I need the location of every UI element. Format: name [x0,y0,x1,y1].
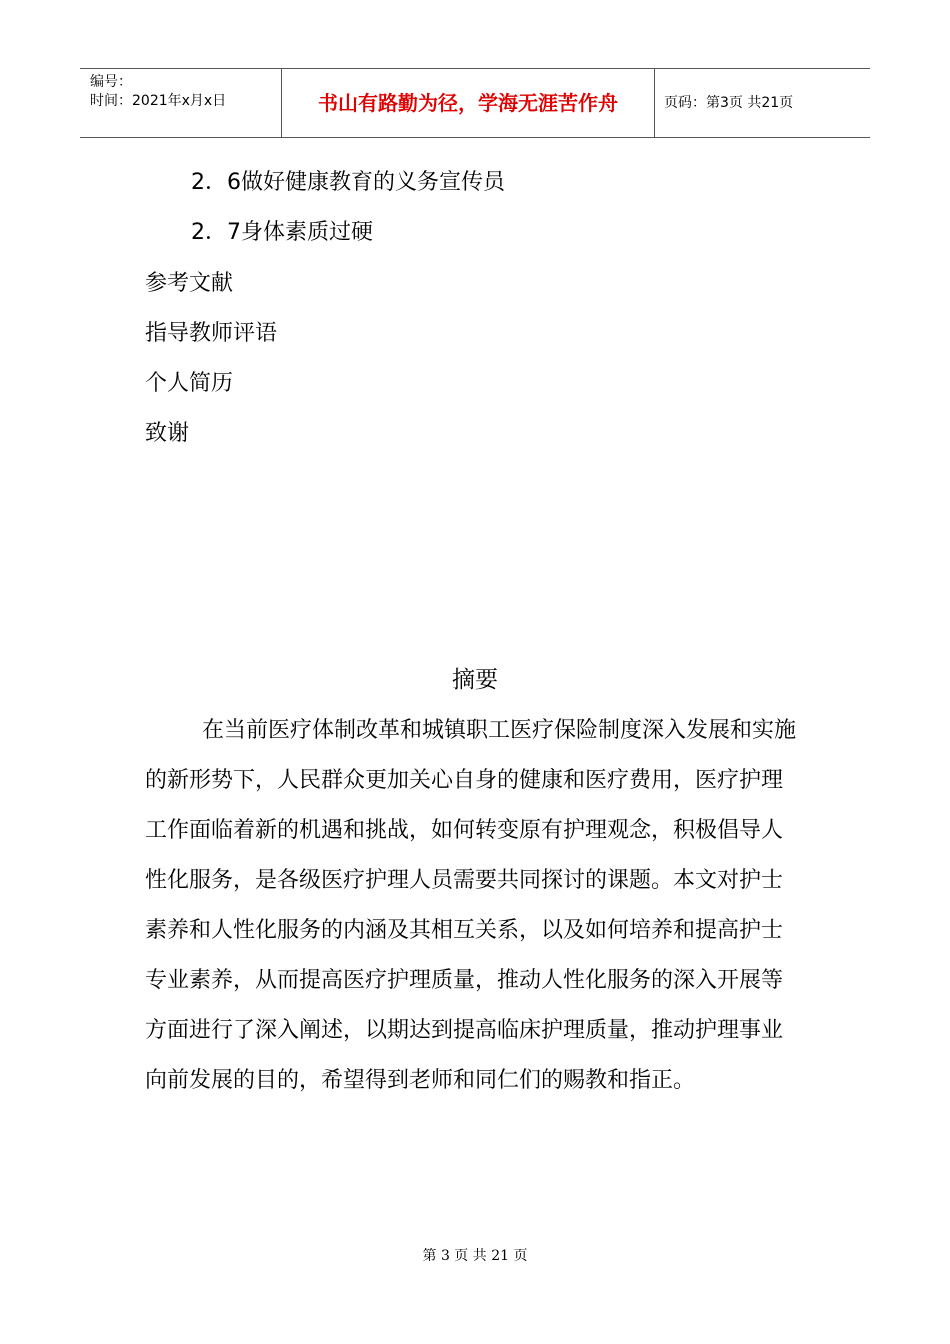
toc-item-resume: 个人简历 [145,371,234,396]
document-date: 时间：2021年x月x日 [90,93,227,109]
toc-item-references: 参考文献 [145,271,234,296]
abstract-line: 的新形势下，人民群众更加关心自身的健康和医疗费用，医疗护理 [145,768,784,793]
document-number-label: 编号： [90,74,132,90]
abstract-line: 性化服务，是各级医疗护理人员需要共同探讨的课题。本文对护士 [145,868,784,893]
header-motto: 书山有路勤为径，学海无涯苦作舟 [282,69,655,137]
abstract-line: 专业素养，从而提高医疗护理质量，推动人性化服务的深入开展等 [145,968,784,993]
header-page-info: 页码：第3页 共21页 [664,95,794,111]
header-meta-cell [80,69,282,137]
abstract-paragraph [145,714,810,1114]
abstract-line: 素养和人性化服务的内涵及其相互关系，以及如何培养和提高护士 [145,918,784,943]
abstract-line-last: 向前发展的目的，希望得到老师和同仁们的赐教和指正。 [145,1068,696,1093]
abstract-line: 在当前医疗体制改革和城镇职工医疗保险制度深入发展和实施 [202,718,797,743]
toc-item-2-7: 2．7身体素质过硬 [191,220,373,245]
abstract-title: 摘要 [452,667,498,693]
abstract-line-sans-part: 方面进行了深入阐述，以期达到 [145,1018,454,1043]
toc-item-2-6: 2．6做好健康教育的义务宣传员 [191,170,505,195]
page-header [80,68,870,138]
abstract-line-mixed [145,1014,810,1064]
abstract-line: 工作面临着新的机遇和挑战，如何转变原有护理观念，积极倡导人 [145,818,784,843]
toc-item-acknowledgements: 致谢 [145,421,190,446]
toc-item-advisor-comments: 指导教师评语 [145,321,278,346]
page-footer: 第 3 页 共 21 页 [422,1248,528,1264]
abstract-line-serif-part: 提高临床护理质量，推动护理事业 [453,1018,784,1043]
